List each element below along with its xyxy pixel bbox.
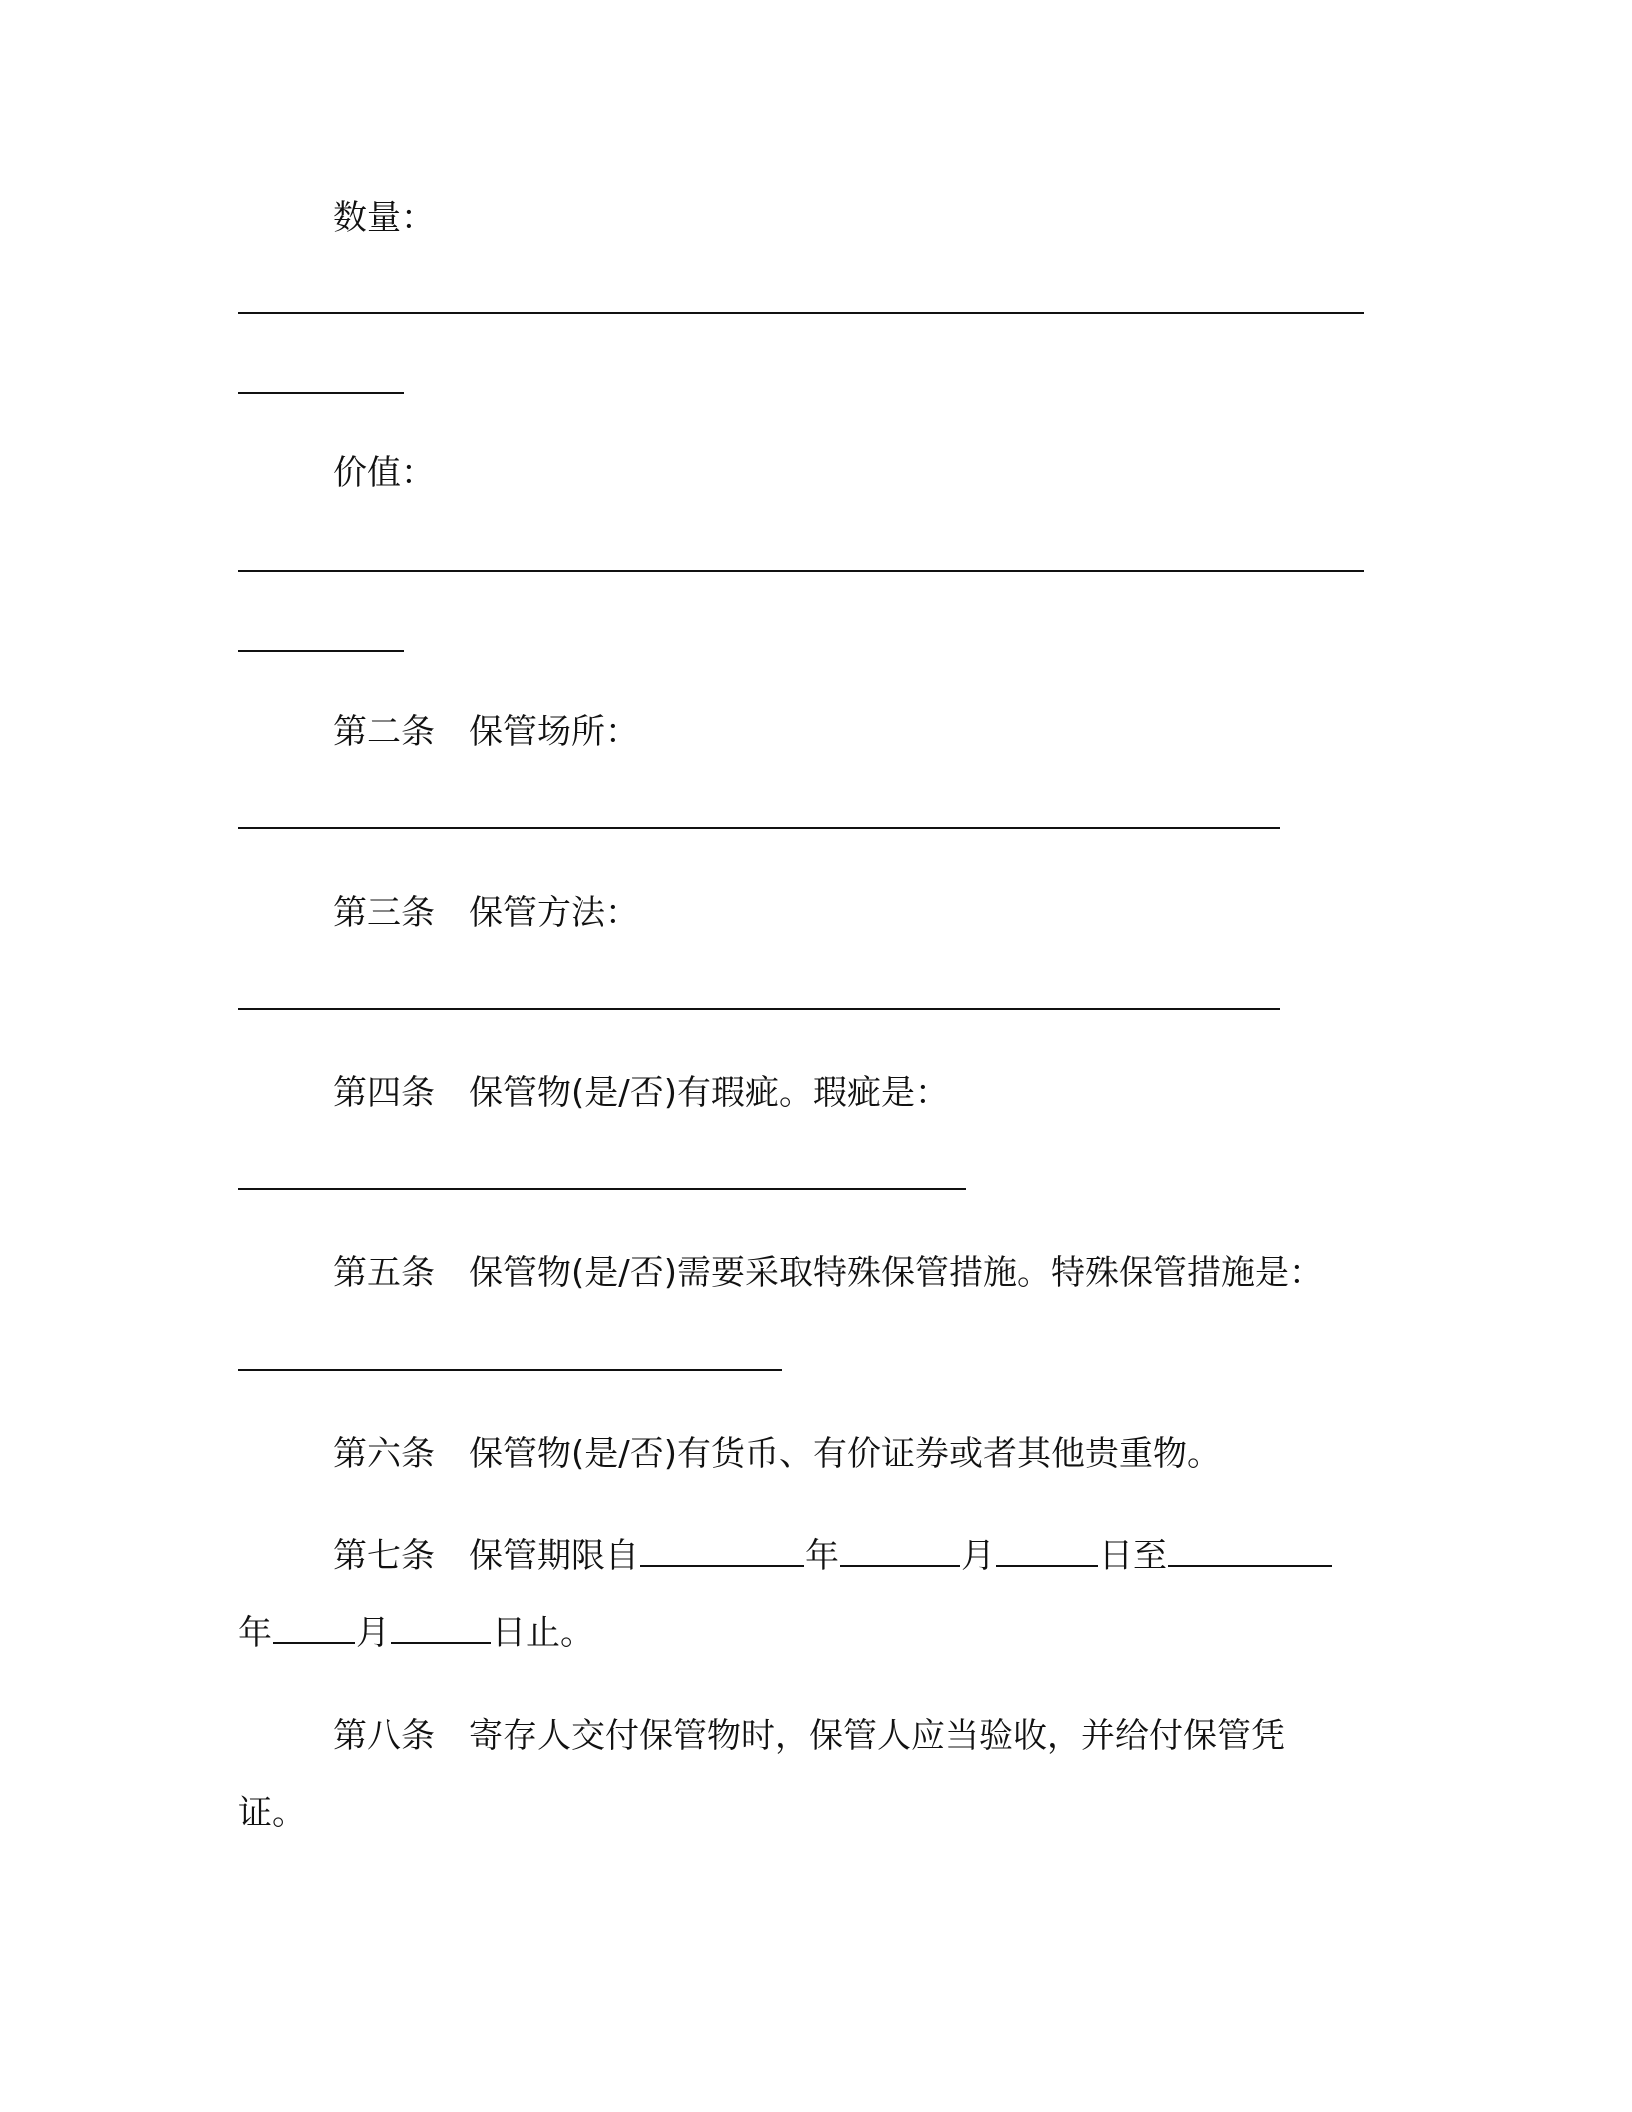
start-month-blank <box>840 1535 960 1567</box>
article-5-blank-line <box>238 1369 782 1371</box>
article-5-text: 第五条 保管物(是/否)需要采取特殊保管措施。特殊保管措施是： <box>333 1253 1323 1293</box>
article-7-month-1: 月 <box>961 1536 995 1576</box>
article-8-line-1: 第八条 寄存人交付保管物时，保管人应当验收，并给付保管凭 <box>333 1716 1285 1756</box>
end-day-blank <box>391 1612 491 1644</box>
quantity-blank-line-2 <box>238 392 404 394</box>
end-year-blank <box>1168 1535 1332 1567</box>
article-8-line-2: 证。 <box>238 1793 306 1833</box>
quantity-label: 数量： <box>333 198 435 238</box>
quantity-blank-line-1 <box>238 312 1364 314</box>
article-7-line-1 <box>333 1531 1333 1581</box>
article-7-year-1: 年 <box>805 1536 839 1576</box>
end-month-blank <box>273 1612 355 1644</box>
value-blank-line-2 <box>238 650 404 652</box>
start-day-blank <box>996 1535 1098 1567</box>
article-3-heading: 第三条 保管方法： <box>333 893 639 933</box>
article-4-text: 第四条 保管物(是/否)有瑕疵。瑕疵是： <box>333 1073 949 1113</box>
article-7-day-1: 日至 <box>1099 1536 1167 1576</box>
article-7-line-2 <box>238 1608 594 1658</box>
article-7-day-2: 日止。 <box>492 1613 594 1653</box>
article-7-year-2: 年 <box>238 1613 272 1653</box>
article-4-blank-line <box>238 1188 966 1190</box>
article-2-heading: 第二条 保管场所： <box>333 712 639 752</box>
article-2-blank-line <box>238 827 1280 829</box>
value-blank-line-1 <box>238 570 1364 572</box>
article-3-blank-line <box>238 1008 1280 1010</box>
article-6-text: 第六条 保管物(是/否)有货币、有价证券或者其他贵重物。 <box>333 1434 1221 1474</box>
value-label: 价值： <box>333 453 435 493</box>
article-7-intro: 第七条 保管期限自 <box>333 1536 639 1576</box>
start-year-blank <box>640 1535 804 1567</box>
article-7-month-2: 月 <box>356 1613 390 1653</box>
